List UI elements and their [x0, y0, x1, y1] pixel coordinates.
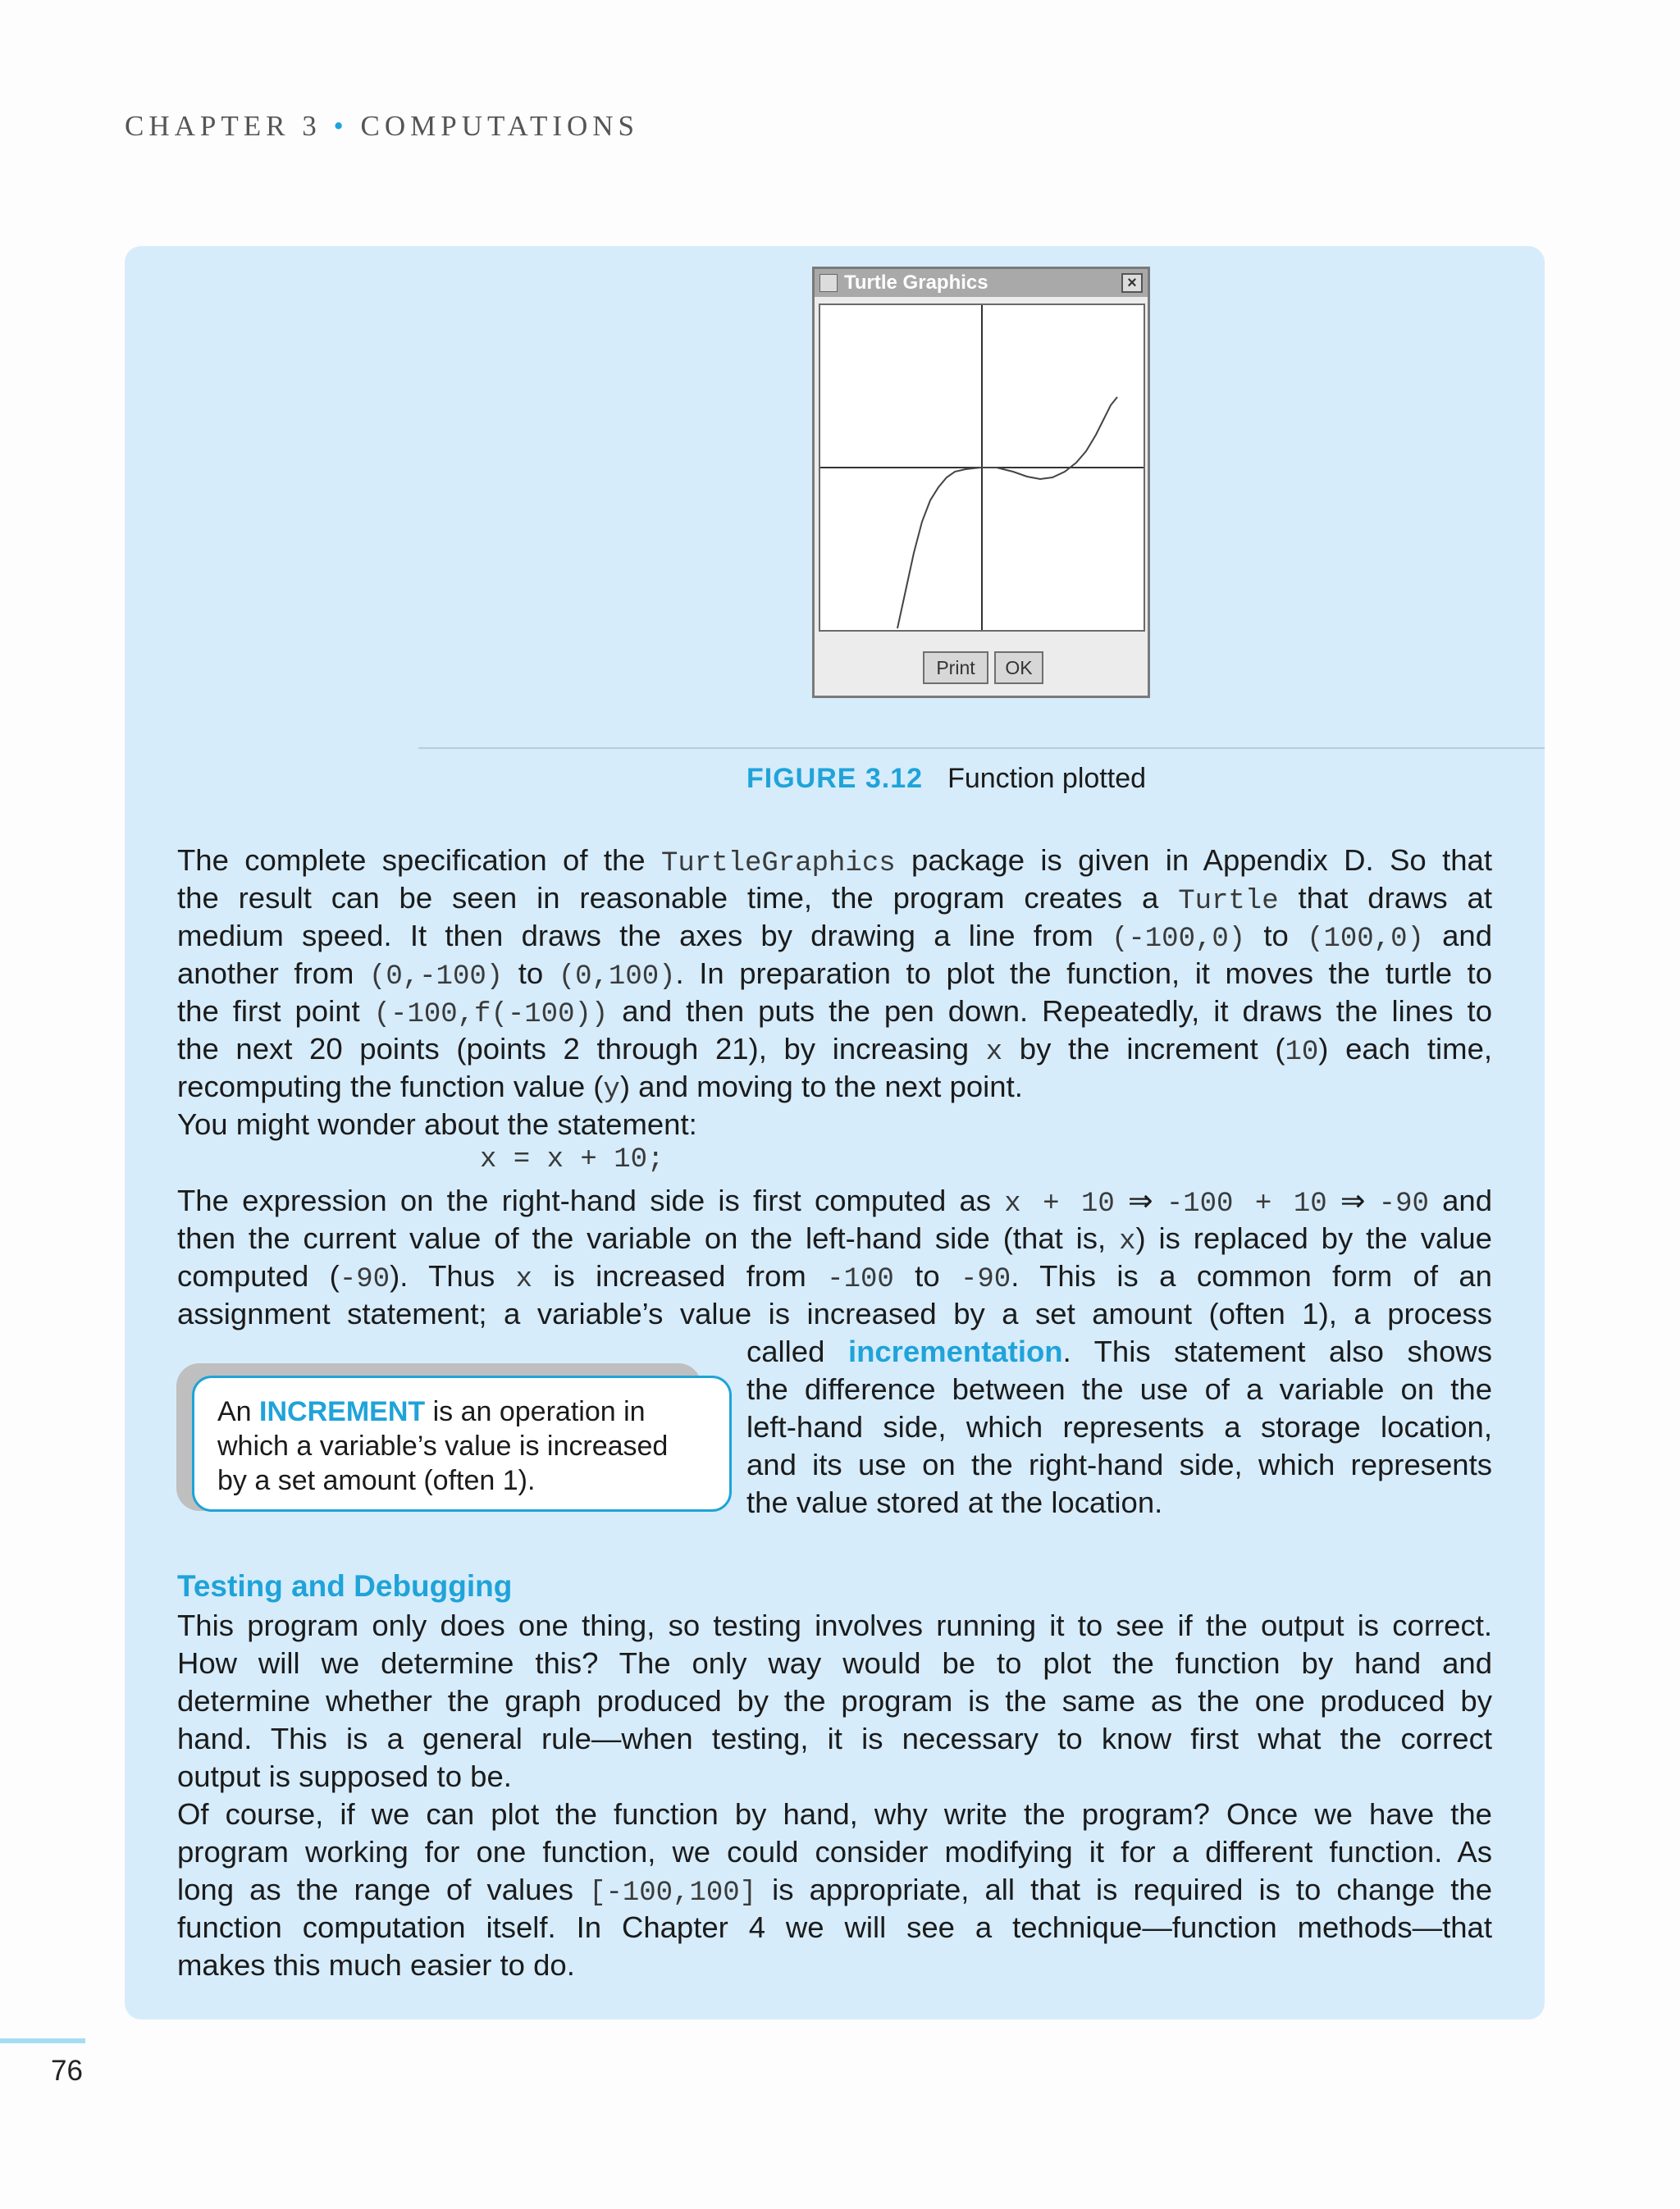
plot-svg [820, 305, 1144, 630]
close-icon[interactable]: × [1121, 273, 1143, 293]
chapter-label: CHAPTER 3 [125, 110, 322, 142]
section-heading: Testing and Debugging [177, 1569, 513, 1603]
figure-caption-text: Function plotted [947, 763, 1147, 794]
function-curve [897, 397, 1117, 628]
plot-canvas [819, 304, 1145, 632]
paragraph-testing [177, 1607, 1492, 1984]
text-line: and its use on the right-hand side, which represents [746, 1448, 1492, 1481]
caption-divider [418, 747, 1545, 749]
definition-keyword: INCREMENT [259, 1396, 426, 1427]
ok-button[interactable]: OK [994, 651, 1043, 684]
paragraph-expression-continued [746, 1333, 1492, 1522]
section-label: COMPUTATIONS [360, 110, 639, 142]
definition-line: by a set amount (often 1). [217, 1465, 536, 1496]
page-number: 76 [51, 2055, 83, 2087]
text-line: the result can be seen in reasonable time, the program creates a Turtle that draws at [177, 881, 1493, 917]
print-button[interactable]: Print [923, 651, 988, 684]
text-line: the first point (-100,f(-100)) and then puts the pen down. Repeatedly, it draws the lines to [177, 994, 1493, 1030]
text-line: The expression on the right-hand side is first computed as x + 10 ⇒ -100 + 10 ⇒ -90 and [177, 1184, 1493, 1220]
text-line: long as the range of values [-100,100] is appropriate, all that is required is to change the [177, 1873, 1492, 1909]
app-icon [819, 274, 838, 292]
text-line: output is supposed to be. [177, 1759, 512, 1793]
text-line: program working for one function, we could consider modifying it for a different function. As [177, 1835, 1492, 1869]
turtle-graphics-window [812, 267, 1150, 698]
text-line: the next 20 points (points 2 through 21), by increasing x by the increment (10) each time, [177, 1032, 1493, 1068]
text-line: determine whether the graph produced by the program is the same as the one produced by [177, 1684, 1492, 1718]
page-number-rule [0, 2038, 85, 2043]
text-line: Of course, if we can plot the function by hand, why write the program? Once we have the [177, 1797, 1492, 1831]
window-titlebar[interactable] [815, 269, 1148, 297]
text-line: This program only does one thing, so testing involves running it to see if the output is correct. [177, 1609, 1492, 1642]
text-line: The complete specification of the TurtleGraphics package is given in Appendix D. So that [177, 843, 1492, 879]
definition-line: An INCREMENT is an operation in [217, 1396, 646, 1427]
text-line: called incrementation. This statement also shows [746, 1335, 1492, 1368]
text-line: You might wonder about the statement: [177, 1107, 697, 1141]
text-line: then the current value of the variable on the left-hand side (that is, x) is replaced by the value [177, 1221, 1492, 1257]
text-line: left-hand side, which represents a storage location, [746, 1410, 1492, 1444]
code-statement: x = x + 10; [480, 1144, 664, 1175]
definition-line: which a variable’s value is increased [217, 1431, 669, 1462]
text-line: the difference between the use of a variable on the [746, 1372, 1492, 1406]
bullet-separator: • [333, 110, 349, 142]
text-line: recomputing the function value (y) and moving to the next point. [177, 1070, 1023, 1106]
text-line: the value stored at the location. [746, 1486, 1163, 1519]
text-line: medium speed. It then draws the axes by drawing a line from (-100,0) to (100,0) and [177, 919, 1493, 955]
running-head [125, 110, 639, 143]
figure-caption [746, 763, 1146, 795]
text-line: function computation itself. In Chapter 4 we will see a technique—function methods—that [177, 1910, 1492, 1944]
text-line: assignment statement; a variable’s value is increased by a set amount (often 1), a process [177, 1297, 1492, 1330]
window-title: Turtle Graphics [844, 272, 988, 294]
text-line: hand. This is a general rule—when testing, it is necessary to know first what the correct [177, 1722, 1492, 1755]
text-line: another from (0,-100) to (0,100). In preparation to plot the function, it moves the turtle to [177, 956, 1492, 993]
term-incrementation: incrementation [847, 1335, 1063, 1368]
paragraph-expression [177, 1182, 1492, 1333]
text-line: makes this much easier to do. [177, 1948, 575, 1982]
figure-label: FIGURE 3.12 [746, 763, 924, 794]
text-line: computed (-90). Thus x is increased from -100 to -90. This is a common form of an [177, 1259, 1492, 1295]
text-line: How will we determine this? The only way would be to plot the function by hand and [177, 1646, 1492, 1680]
paragraph-turtle-spec [177, 842, 1492, 1143]
definition-box [192, 1376, 732, 1512]
